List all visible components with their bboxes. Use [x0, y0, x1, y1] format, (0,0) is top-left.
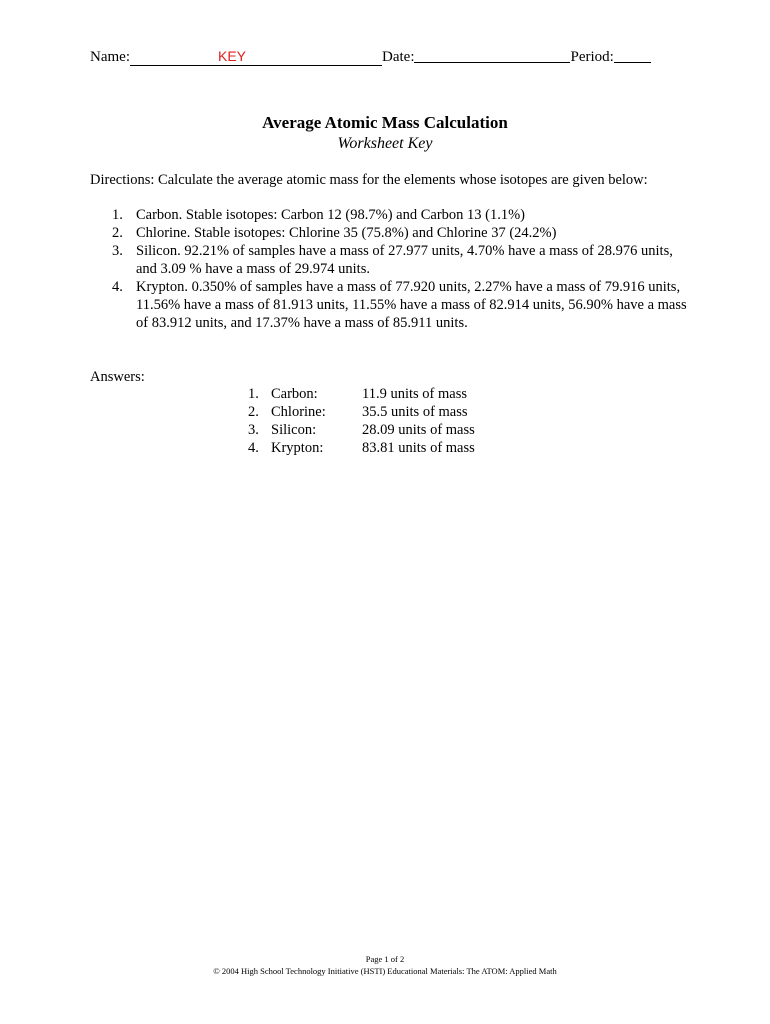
header-fields — [90, 46, 651, 67]
problem-number: 3. — [112, 243, 123, 259]
problem-text: Carbon. Stable isotopes: Carbon 12 (98.7%) and Carbon 13 (1.1%) — [136, 207, 526, 223]
answer-element: Krypton: — [271, 440, 324, 456]
answer-element: Silicon: — [271, 422, 317, 438]
name-field[interactable] — [130, 48, 382, 66]
list-item — [112, 224, 692, 242]
answer-value: 35.5 units of mass — [362, 404, 468, 420]
problem-number: 1. — [112, 207, 123, 223]
directions-text: Directions: Calculate the average atomic mass for the elements whose isotopes are given below: — [90, 172, 648, 188]
answers-heading: Answers: — [90, 369, 145, 385]
problem-number: 4. — [112, 279, 123, 295]
answer-number: 1. — [248, 386, 259, 402]
name-value: KEY — [217, 48, 246, 64]
date-label: Date: — [382, 49, 415, 65]
list-item — [112, 242, 692, 278]
list-item — [112, 206, 692, 224]
name-label: Name: — [90, 49, 130, 65]
answer-element: Carbon: — [271, 386, 318, 402]
answer-element: Chlorine: — [271, 404, 326, 420]
answer-value: 11.9 units of mass — [362, 386, 467, 402]
problem-list — [112, 206, 692, 332]
answer-number: 4. — [248, 440, 259, 456]
answer-value: 83.81 units of mass — [362, 440, 475, 456]
copyright-notice: © 2004 High School Technology Initiative (HSTI) Educational Materials: The ATOM: Applied Math — [213, 966, 557, 976]
answer-value: 28.09 units of mass — [362, 422, 475, 438]
page-subtitle: Worksheet Key — [337, 135, 433, 152]
period-label: Period: — [570, 49, 614, 65]
answer-number: 3. — [248, 422, 259, 438]
list-item — [112, 278, 692, 332]
page-number: Page 1 of 2 — [365, 954, 405, 964]
problem-number: 2. — [112, 225, 123, 241]
problem-text: Chlorine. Stable isotopes: Chlorine 35 (75.8%) and Chlorine 37 (24.2%) — [136, 225, 557, 241]
answer-number: 2. — [248, 404, 259, 420]
page-title: Average Atomic Mass Calculation — [262, 113, 508, 132]
problem-text: Krypton. 0.350% of samples have a mass of 77.920 units, 2.27% have a mass of 79.916 units, 11.56% have a mass of 81.913 units, 11.55% have a mass of 82.914 units, 56.90% have a mass of 83.912 units, and 17.37% have a mass of 85.911 units. — [136, 279, 687, 331]
date-field[interactable] — [414, 48, 570, 63]
problem-text: Silicon. 92.21% of samples have a mass of 27.977 units, 4.70% have a mass of 28.976 units, and 3.09 % have a mass of 29.974 units. — [136, 243, 673, 277]
period-field[interactable] — [614, 48, 651, 63]
